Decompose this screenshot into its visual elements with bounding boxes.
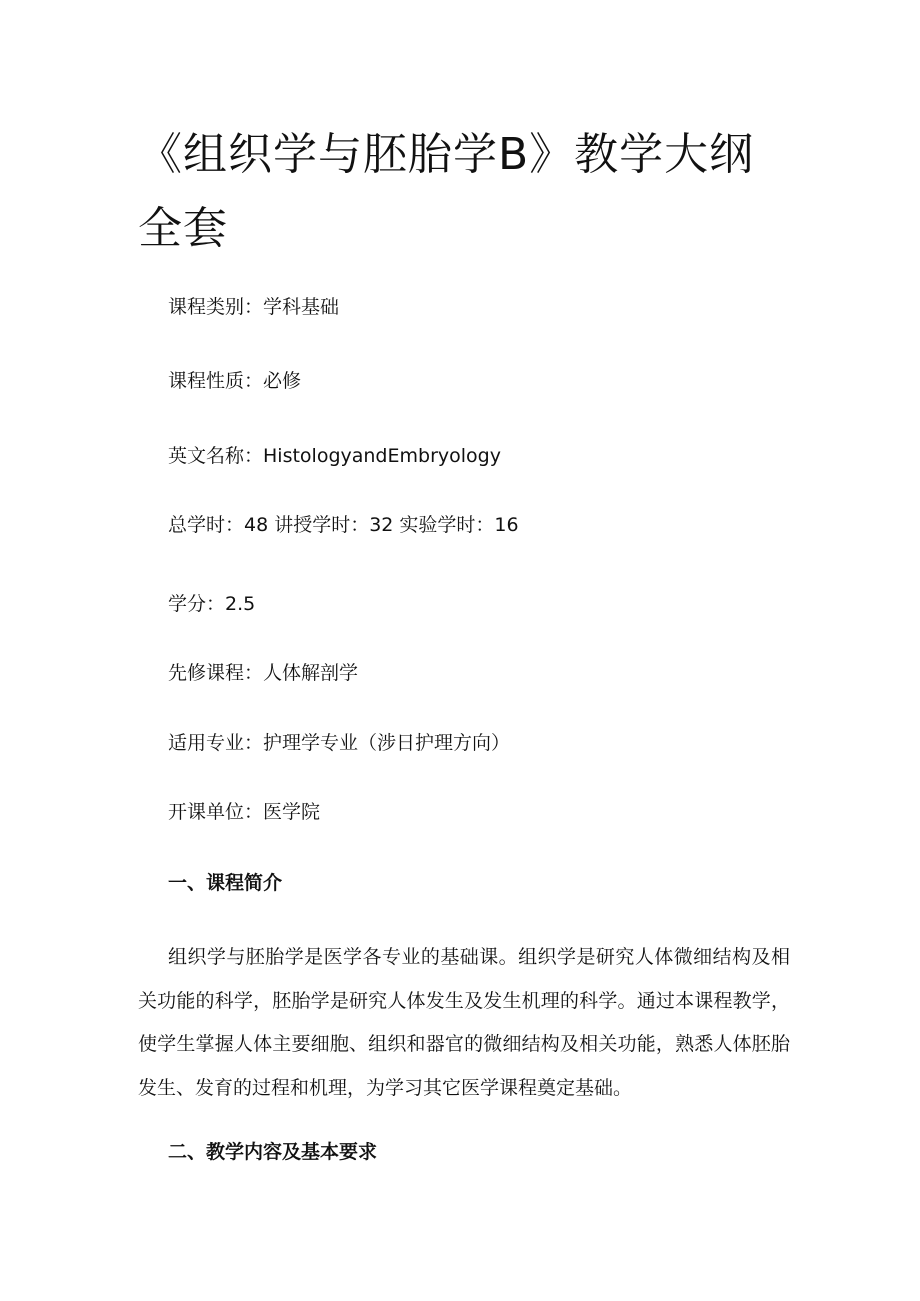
english-name: 英文名称：HistologyandEmbryology xyxy=(168,445,501,467)
applicable-major: 适用专业：护理学专业（涉日护理方向） xyxy=(168,732,511,754)
course-category: 课程类别：学科基础 xyxy=(168,296,340,318)
credits: 学分：2.5 xyxy=(168,593,256,615)
section-heading-course-intro: 一、课程简介 xyxy=(168,872,283,894)
offering-unit: 开课单位：医学院 xyxy=(168,801,321,823)
prerequisite-courses: 先修课程：人体解剖学 xyxy=(168,662,359,684)
document-title: 《组织学与胚胎学B》教学大纲全套 xyxy=(138,129,755,254)
course-intro-paragraph: 组织学与胚胎学是医学各专业的基础课。组织学是研究人体微细结构及相关功能的科学，胚胎学是研究人体发生及发生机理的科学。通过本课程教学，使学生掌握人体主要细胞、组织和器官的微细结构及相关功能，熟悉人体胚胎发生、发育的过程和机理，为学习其它医学课程奠定基础。 xyxy=(138,946,790,1099)
credit-hours: 总学时：48 讲授学时：32 实验学时：16 xyxy=(168,514,519,536)
section-heading-teaching-content: 二、教学内容及基本要求 xyxy=(168,1141,378,1163)
course-nature: 课程性质：必修 xyxy=(168,370,302,392)
